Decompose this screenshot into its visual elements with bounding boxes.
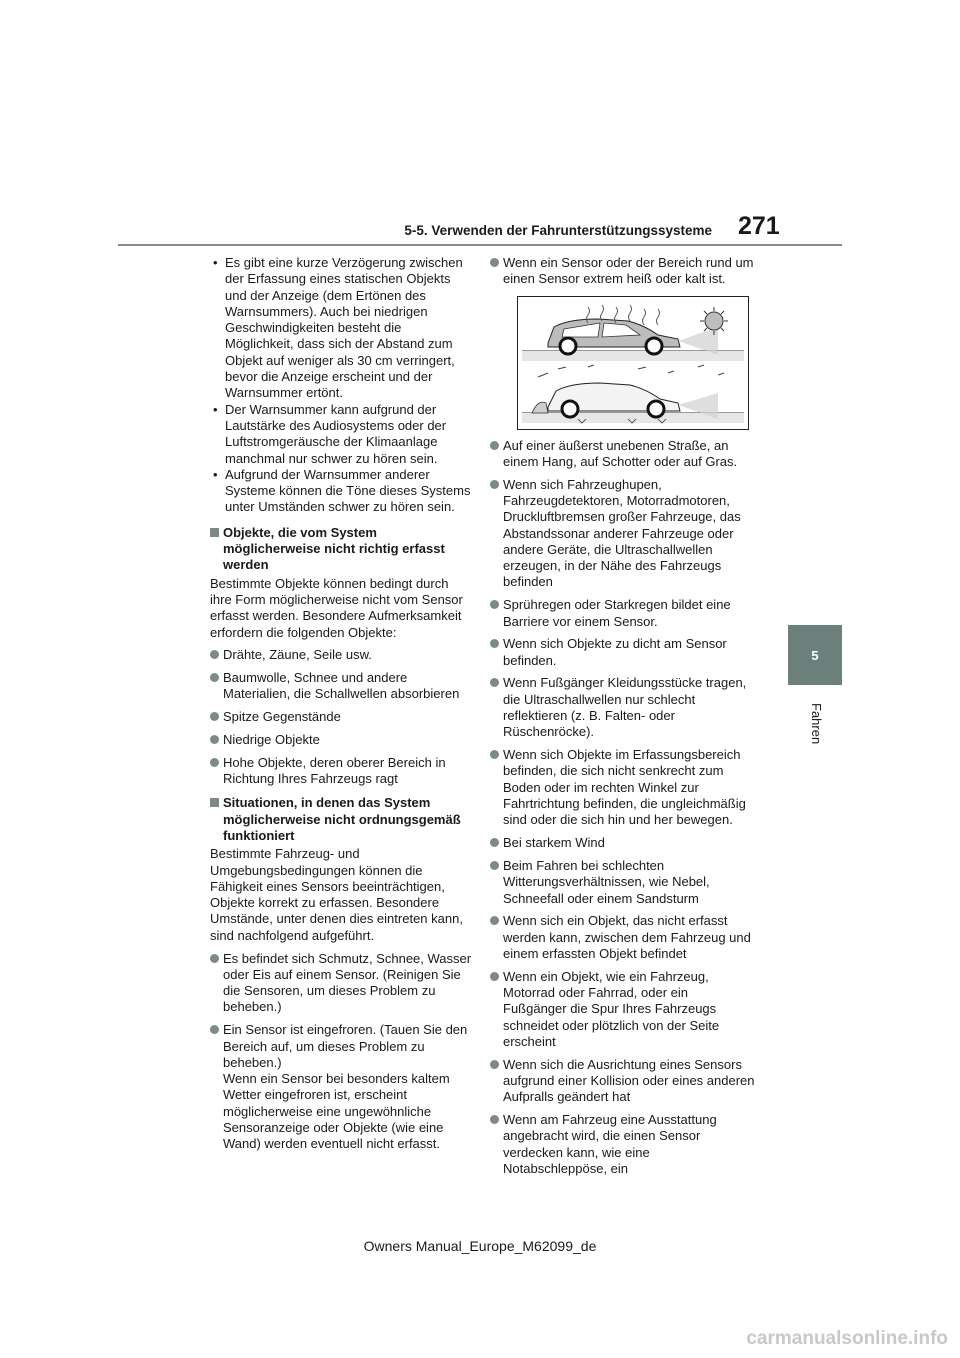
list-item-text: Baumwolle, Schnee und andere Materialien, die Schallwellen absorbieren	[223, 670, 460, 702]
circle-bullet-icon	[210, 735, 219, 744]
left-column	[210, 255, 472, 1153]
circle-bullet-icon	[490, 1060, 499, 1069]
section-heading-text: Objekte, die vom System möglicherweise nicht richtig erfasst werden	[223, 524, 445, 573]
list-item-text: Es befindet sich Schmutz, Schnee, Wasser oder Eis auf einem Sensor. (Reinigen Sie die Sensoren, um dieses Problem zu beheben.)	[223, 950, 472, 1015]
page-number: 271	[738, 212, 780, 240]
hot-and-cold-sensor-icon	[518, 297, 748, 429]
circle-bullet-icon	[490, 750, 499, 759]
circle-bullet-icon	[210, 1025, 219, 1034]
list-item-text: Wenn sich Objekte im Erfassungsbereich befinden, die sich nicht senkrecht zum Boden oder im rechten Winkel zur Fahrtrichtung befinden, die ungleichmäßig sind oder die sich hin und her bewegen.	[503, 747, 746, 828]
circle-bullet-icon	[490, 916, 499, 925]
list-item-text: Wenn Fußgänger Kleidungsstücke tragen, die Ultraschallwellen nur schlecht reflektieren (z. B. Falten- oder Rüschenröcke).	[503, 675, 747, 740]
list-item	[490, 835, 755, 851]
circle-bullet-icon	[490, 1115, 499, 1124]
circle-bullet-icon	[490, 258, 499, 267]
chapter-label: Fahren	[809, 703, 824, 745]
site-watermark: carmanualsonline.info	[746, 1328, 948, 1349]
list-item	[490, 913, 755, 962]
list-item	[210, 732, 472, 748]
circle-bullet-icon	[210, 650, 219, 659]
circle-bullet-icon	[490, 639, 499, 648]
list-item-text: Wenn sich Fahrzeughupen, Fahrzeugdetektoren, Motorradmotoren, Druckluftbremsen großer Fahrzeuge, das Abstandssonar anderer Fahrzeuge oder andere Geräte, die Ultraschallwellen erzeugen, in der Nähe des Fahrzeugs befinden	[503, 476, 741, 590]
header-divider	[118, 244, 842, 246]
list-item-text: Spitze Gegenstände	[223, 709, 341, 725]
chapter-tab[interactable]	[788, 625, 842, 685]
list-item-text: Wenn sich ein Objekt, das nicht erfasst werden kann, zwischen dem Fahrzeug und einem erfassten Objekt befindet	[503, 913, 751, 961]
circle-bullet-icon	[490, 480, 499, 489]
section-heading-text: Situationen, in denen das System möglicherweise nicht ordnungsgemäß funktioniert	[223, 795, 461, 843]
list-item	[210, 670, 472, 703]
list-item	[490, 969, 755, 1050]
list-item-text: Drähte, Zäune, Seile usw.	[223, 647, 372, 663]
list-item	[210, 755, 472, 788]
section-intro: Bestimmte Objekte können bedingt durch ihre Form möglicherweise nicht vom Sensor erfasst werden. Besondere Aufmerksamkeit erfordern die folgenden Objekte:	[210, 575, 463, 640]
list-item-text: Auf einer äußerst unebenen Straße, an einem Hang, auf Schotter oder auf Gras.	[503, 437, 738, 469]
section-intro: Bestimmte Fahrzeug- und Umgebungsbedingungen können die Fähigkeit eines Sensors beeinträchtigen, Objekte korrekt zu erfassen. Besondere Umstände, unter denen dies eintreten kann, sind nachfolgend aufgeführt.	[210, 846, 463, 943]
list-item	[210, 647, 472, 663]
section-title: 5-5. Verwenden der Fahrunterstützungssysteme	[404, 223, 712, 238]
list-item-text: Wenn ein Sensor oder der Bereich rund um einen Sensor extrem heiß oder kalt ist.	[503, 255, 754, 287]
list-item-text: Beim Fahren bei schlechten Witterungsverhältnissen, wie Nebel, Schneefall oder einem Sandsturm	[503, 857, 710, 906]
square-bullet-icon	[210, 528, 219, 537]
sensor-temperature-figure	[517, 296, 749, 430]
circle-bullet-icon	[210, 758, 219, 767]
list-item-text: Wenn sich Objekte zu dicht am Sensor befinden.	[503, 636, 727, 668]
list-item	[490, 858, 755, 907]
circle-bullet-icon	[490, 861, 499, 870]
list-item	[210, 1022, 472, 1152]
list-item	[210, 709, 472, 725]
circle-bullet-icon	[210, 954, 219, 963]
list-item	[490, 1057, 755, 1106]
list-item-text: Wenn ein Objekt, wie ein Fahrzeug, Motorrad oder Fahrrad, oder ein Fußgänger die Spur Ihres Fahrzeugs schneidet oder plötzlich von der Seite erscheint	[503, 968, 720, 1049]
section-heading-undetected-objects	[210, 525, 472, 574]
document-footer: Owners Manual_Europe_M62099_de	[363, 1238, 597, 1254]
note-item: • Der Warnsummer kann aufgrund der Lautstärke des Audiosystems oder der Luftstromgeräusche der Klimaanlage manchmal nur schwer zu hören sein.	[210, 402, 472, 467]
note-item: • Aufgrund der Warnsummer anderer Systeme können die Töne dieses Systems unter Umständen schwer zu hören sein.	[210, 467, 472, 516]
circle-bullet-icon	[490, 678, 499, 687]
list-item	[490, 597, 755, 630]
right-column	[490, 255, 755, 1177]
list-item	[210, 951, 472, 1016]
list-item	[490, 255, 755, 288]
chapter-number: 5	[811, 647, 819, 663]
list-item-text: Niedrige Objekte	[223, 732, 320, 748]
section-heading-malfunction-situations	[210, 795, 472, 844]
list-item	[490, 675, 755, 740]
square-bullet-icon	[210, 798, 219, 807]
list-item-text: Sprühregen oder Starkregen bildet eine Barriere vor einem Sensor.	[503, 597, 731, 629]
circle-bullet-icon	[490, 838, 499, 847]
list-item	[490, 477, 755, 591]
list-item-text: Ein Sensor ist eingefroren. (Tauen Sie den Bereich auf, um dieses Problem zu beheben.) Wenn ein Sensor bei besonders kaltem Wetter eingefroren ist, erscheint möglicherweise eine ungewöhnliche Sensoranzeige oder Objekte (wie eine Wand) werden eventuell nicht erfasst.	[223, 1022, 468, 1152]
list-item-text: Bei starkem Wind	[503, 835, 605, 851]
list-item-text: Hohe Objekte, deren oberer Bereich in Richtung Ihres Fahrzeugs ragt	[223, 754, 446, 787]
list-item-text: Wenn am Fahrzeug eine Ausstattung angebracht wird, die einen Sensor verdecken kann, wie eine Notabschleppöse, ein	[503, 1112, 717, 1176]
circle-bullet-icon	[210, 712, 219, 721]
list-item	[490, 438, 755, 471]
circle-bullet-icon	[490, 972, 499, 981]
list-item	[490, 636, 755, 669]
list-item	[490, 747, 755, 828]
list-item-text: Wenn sich die Ausrichtung eines Sensors aufgrund einer Kollision oder eines anderen Aufpralls geändert hat	[503, 1056, 755, 1105]
circle-bullet-icon	[490, 441, 499, 450]
circle-bullet-icon	[490, 600, 499, 609]
note-item: • Es gibt eine kurze Verzögerung zwischen der Erfassung eines statischen Objekts und der Anzeige (dem Ertönen des Warnsummers). Auch bei niedrigen Geschwindigkeiten besteht die Möglichkeit, dass sich der Abstand zum Objekt auf weniger als 30 cm verringert, bevor die Anzeige erscheint und der Warnsummer ertönt.	[210, 255, 472, 402]
list-item	[490, 1112, 755, 1177]
circle-bullet-icon	[210, 673, 219, 682]
